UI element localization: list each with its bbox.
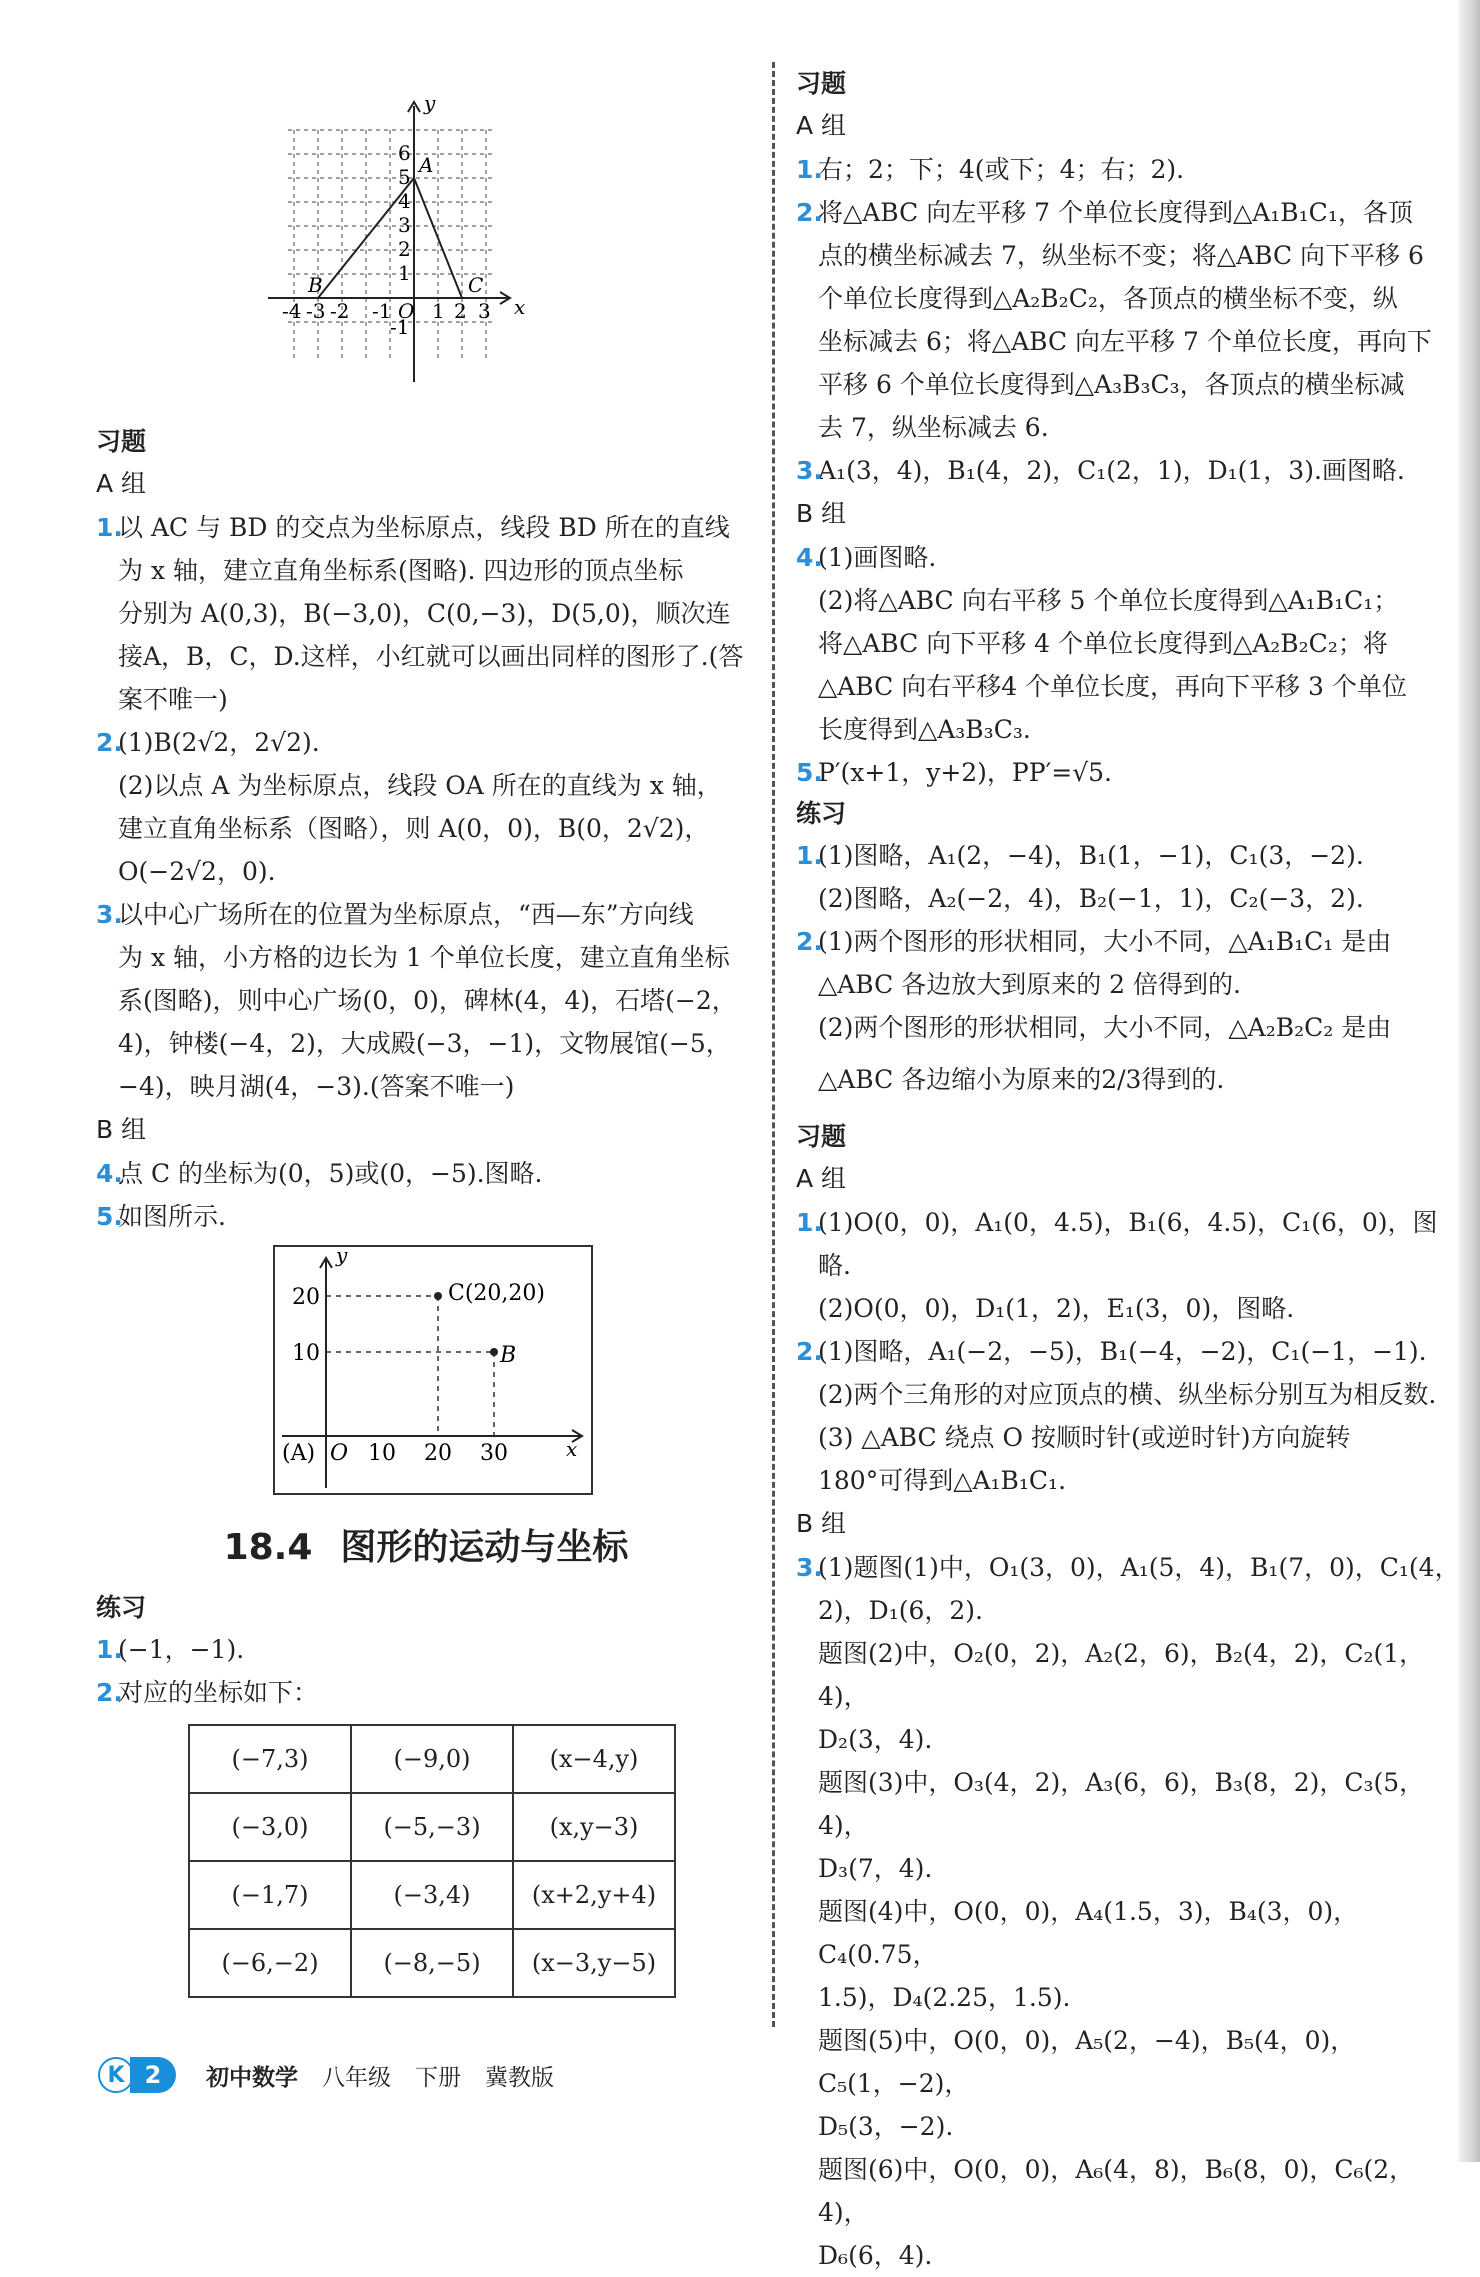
group-a-label: A 组 bbox=[96, 469, 147, 498]
item-number: 1. bbox=[796, 1208, 823, 1237]
answer-item bbox=[796, 191, 1460, 449]
item-number: 4. bbox=[796, 543, 823, 572]
answer-line: 长度得到△A₃B₃C₃. bbox=[818, 715, 1031, 744]
answer-line: 以 AC 与 BD 的交点为坐标原点，线段 BD 所在的直线 bbox=[118, 513, 730, 542]
answer-line: 1.5)，D₄(2.25，1.5). bbox=[818, 1983, 1071, 2012]
point-b-label: B bbox=[308, 273, 323, 297]
answer-line: 题图(2)中，O₂(0，2)，A₂(2，6)，B₂(4，2)，C₂(1，4)， bbox=[818, 1639, 1425, 1711]
item-number: 1. bbox=[796, 155, 823, 184]
answer-item bbox=[796, 751, 1460, 794]
answer-line: (2)将△ABC 向右平移 5 个单位长度得到△A₁B₁C₁； bbox=[818, 586, 1399, 615]
answer-line: 题图(4)中，O(0，0)，A₄(1.5，3)，B₄(3，0)，C₄(0.75， bbox=[818, 1897, 1359, 1969]
y-tick-label: 5 bbox=[398, 165, 411, 189]
answer-item bbox=[796, 1546, 1460, 2277]
answer-item bbox=[796, 148, 1460, 191]
item-number: 2. bbox=[796, 1337, 823, 1366]
answer-item bbox=[796, 449, 1460, 492]
answer-line: (−1，−1). bbox=[118, 1635, 245, 1664]
answer-line: (2)以点 A 为坐标原点，线段 OA 所在的直线为 x 轴， bbox=[118, 771, 722, 800]
answer-line: (1)题图(1)中，O₁(3，0)，A₁(5，4)，B₁(7，0)，C₁(4， bbox=[818, 1553, 1460, 1582]
answer-line: 180°可得到△A₁B₁C₁. bbox=[818, 1466, 1067, 1495]
left-column bbox=[96, 62, 756, 1998]
points-chart-svg bbox=[96, 1238, 756, 1508]
section-number: 18.4 bbox=[223, 1527, 313, 1568]
triangle-grid-svg bbox=[96, 62, 756, 422]
table-cell: (−6,−2) bbox=[189, 1929, 351, 1997]
page-number: 2 bbox=[130, 2057, 176, 2093]
item-number: 3. bbox=[796, 1553, 823, 1582]
answer-line: 以中心广场所在的位置为坐标原点，“西—东”方向线 bbox=[118, 900, 694, 929]
answer-line: 个单位长度得到△A₂B₂C₂，各顶点的横坐标不变，纵 bbox=[818, 284, 1398, 313]
item-number: 1. bbox=[96, 1635, 123, 1664]
answer-line: 分别为 A(0,3)，B(−3,0)，C(0,−3)，D(5,0)，顺次连 bbox=[118, 599, 731, 628]
answer-item bbox=[796, 536, 1460, 751]
item-number: 1. bbox=[796, 841, 823, 870]
answer-line: 系(图略)，则中心广场(0，0)，碑林(4，4)，石塔(−2， bbox=[118, 986, 737, 1015]
answer-line: 右；2；下；4(或下；4；右；2). bbox=[818, 155, 1185, 184]
answer-line: 为 x 轴，建立直角坐标系(图略). 四边形的顶点坐标 bbox=[118, 556, 684, 585]
x-tick-label: 10 bbox=[368, 1441, 396, 1466]
column-divider bbox=[772, 62, 775, 2027]
section-name: 图形的运动与坐标 bbox=[340, 1527, 629, 1568]
exercise-heading: 习题 bbox=[96, 427, 147, 456]
y-tick-label: 20 bbox=[292, 1285, 320, 1310]
section-title bbox=[96, 1508, 756, 1588]
answer-line: (2)图略，A₂(−2，4)，B₂(−1，1)，C₂(−3，2). bbox=[818, 884, 1364, 913]
point-c-label: C bbox=[468, 273, 484, 297]
answer-line: △ABC 各边放大到原来的 2 倍得到的. bbox=[818, 970, 1241, 999]
answer-item bbox=[96, 893, 756, 1108]
y-tick-label: 1 bbox=[398, 261, 411, 285]
answer-line: 建立直角坐标系（图略），则 A(0，0)，B(0，2√2)， bbox=[118, 814, 710, 843]
answer-line: (2)O(0，0)，D₁(1，2)，E₁(3，0)，图略. bbox=[818, 1294, 1295, 1323]
answer-line: 对应的坐标如下： bbox=[118, 1678, 319, 1707]
answer-line: −4)，映月湖(4，−3).(答案不唯一) bbox=[118, 1072, 515, 1101]
footer-volume: 下册 bbox=[415, 2064, 461, 2091]
point-a-label: A bbox=[419, 153, 434, 177]
exercise-heading: 习题 bbox=[796, 1122, 847, 1151]
item-number: 2. bbox=[96, 1678, 123, 1707]
y-axis-label: y bbox=[336, 1243, 348, 1267]
answer-line: 坐标减去 6；将△ABC 向左平移 7 个单位长度，再向下 bbox=[818, 327, 1432, 356]
x-tick-label: 1 bbox=[432, 299, 445, 323]
answer-line: (1)B(2√2，2√2). bbox=[118, 728, 320, 757]
item-number: 2. bbox=[796, 198, 823, 227]
answer-line: 题图(3)中，O₃(4，2)，A₃(6，6)，B₃(8，2)，C₃(5，4)， bbox=[818, 1768, 1425, 1840]
table-cell: (x−4,y) bbox=[513, 1725, 675, 1793]
answer-line: D₅(3，−2). bbox=[818, 2112, 954, 2141]
answer-item bbox=[96, 1628, 756, 1671]
table-cell: (x−3,y−5) bbox=[513, 1929, 675, 1997]
table-cell: (−3,4) bbox=[351, 1861, 513, 1929]
y-tick-label: 4 bbox=[398, 189, 411, 213]
footer-subject: 初中数学 bbox=[206, 2064, 298, 2091]
table-cell: (x,y−3) bbox=[513, 1793, 675, 1861]
practice-heading: 练习 bbox=[796, 799, 847, 828]
x-tick-label: 2 bbox=[454, 299, 467, 323]
answer-line: D₆(6，4). bbox=[818, 2241, 933, 2270]
answer-line: A₁(3，4)，B₁(4，2)，C₁(2，1)，D₁(1，3).画图略. bbox=[818, 456, 1405, 485]
table-cell: (−7,3) bbox=[189, 1725, 351, 1793]
x-tick-label: -1 bbox=[372, 299, 392, 323]
x-tick-label: (A) bbox=[282, 1441, 316, 1466]
x-tick-label: -2 bbox=[330, 299, 350, 323]
x-tick-label: 3 bbox=[478, 299, 491, 323]
group-a-label: A 组 bbox=[796, 111, 847, 140]
answer-line: (1)图略，A₁(−2，−5)，B₁(−4，−2)，C₁(−1，−1). bbox=[818, 1337, 1427, 1366]
answer-line: D₂(3，4). bbox=[818, 1725, 933, 1754]
x-axis-label: x bbox=[566, 1437, 578, 1461]
answer-line: (2)两个图形的形状相同，大小不同，△A₂B₂C₂ 是由 bbox=[818, 1013, 1392, 1042]
page-footer bbox=[98, 2052, 554, 2098]
group-b-label: B 组 bbox=[96, 1115, 147, 1144]
x-axis-label: x bbox=[514, 295, 526, 319]
right-column bbox=[796, 64, 1460, 2277]
answer-line: 点的横坐标减去 7，纵坐标不变；将△ABC 向下平移 6 bbox=[818, 241, 1424, 270]
answer-line: (3) △ABC 绕点 O 按顺时针(或逆时针)方向旋转 bbox=[818, 1423, 1351, 1452]
practice-heading: 练习 bbox=[96, 1593, 147, 1622]
item-number: 4. bbox=[96, 1159, 123, 1188]
table-row bbox=[189, 1793, 675, 1861]
point-b-label: B bbox=[500, 1343, 517, 1368]
answer-line: 去 7，纵坐标减去 6. bbox=[818, 413, 1049, 442]
table-row bbox=[189, 1725, 675, 1793]
answer-line: (1)两个图形的形状相同，大小不同，△A₁B₁C₁ 是由 bbox=[818, 927, 1392, 956]
table-row bbox=[189, 1929, 675, 1997]
answer-line: 如图所示. bbox=[118, 1202, 226, 1231]
answer-item bbox=[796, 920, 1460, 1111]
table-row bbox=[189, 1861, 675, 1929]
page-edge bbox=[1458, 0, 1480, 2162]
answer-line: O(−2√2，0). bbox=[118, 857, 276, 886]
answer-line: D₃(7，4). bbox=[818, 1854, 933, 1883]
answer-line: (1)图略，A₁(2，−4)，B₁(1，−1)，C₁(3，−2). bbox=[818, 841, 1364, 870]
y-tick-label: 2 bbox=[398, 237, 411, 261]
answer-item bbox=[96, 721, 756, 893]
figure-points-chart bbox=[96, 1238, 756, 1508]
group-b-label: B 组 bbox=[796, 1509, 847, 1538]
exercise-heading: 习题 bbox=[796, 69, 847, 98]
footer-grade: 八年级 bbox=[322, 2064, 391, 2091]
x-tick-label: 30 bbox=[480, 1441, 508, 1466]
answer-line: 题图(6)中，O(0，0)，A₆(4，8)，B₆(8，0)，C₆(2，4)， bbox=[818, 2155, 1415, 2227]
x-tick-label: -3 bbox=[306, 299, 326, 323]
answer-item bbox=[96, 1152, 756, 1195]
answer-item bbox=[96, 506, 756, 721]
answer-line: 接A，B，C，D.这样，小红就可以画出同样的图形了.(答 bbox=[118, 642, 744, 671]
y-tick-label: -1 bbox=[390, 315, 410, 339]
origin-label: O bbox=[398, 299, 415, 323]
item-number: 5. bbox=[796, 758, 823, 787]
answer-line: P′(x+1，y+2)，PP′=√5. bbox=[818, 758, 1112, 787]
answer-item bbox=[796, 1201, 1460, 1330]
point-c-label: C(20,20) bbox=[448, 1281, 545, 1306]
item-number: 3. bbox=[96, 900, 123, 929]
y-tick-label: 3 bbox=[398, 213, 411, 237]
answer-line: △ABC 向右平移4 个单位长度，再向下平移 3 个单位 bbox=[818, 672, 1407, 701]
item-number: 1. bbox=[96, 513, 123, 542]
answer-line: 4)，钟楼(−4，2)，大成殿(−3，−1)，文物展馆(−5， bbox=[118, 1029, 731, 1058]
y-tick-label: 6 bbox=[398, 141, 411, 165]
y-tick-label: 10 bbox=[292, 1341, 320, 1366]
answer-line: (1)O(0，0)，A₁(0，4.5)，B₁(6，4.5)，C₁(6，0)，图略. bbox=[818, 1208, 1438, 1280]
table-cell: (−9,0) bbox=[351, 1725, 513, 1793]
group-b-label: B 组 bbox=[796, 499, 847, 528]
table-cell: (x+2,y+4) bbox=[513, 1861, 675, 1929]
answer-line: 案不唯一) bbox=[118, 685, 228, 714]
footer-edition: 冀教版 bbox=[485, 2064, 554, 2091]
answer-item bbox=[796, 834, 1460, 920]
answer-line: 将△ABC 向左平移 7 个单位长度得到△A₁B₁C₁，各顶 bbox=[818, 198, 1413, 227]
table-cell: (−8,−5) bbox=[351, 1929, 513, 1997]
answer-line: 平移 6 个单位长度得到△A₃B₃C₃，各顶点的横坐标减 bbox=[818, 370, 1405, 399]
x-tick-label: 20 bbox=[424, 1441, 452, 1466]
answer-line: 点 C 的坐标为(0，5)或(0，−5).图略. bbox=[118, 1159, 543, 1188]
item-number: 2. bbox=[796, 927, 823, 956]
answer-line: (1)画图略. bbox=[818, 543, 937, 572]
item-number: 5. bbox=[96, 1202, 123, 1231]
answer-line: 为 x 轴，小方格的边长为 1 个单位长度，建立直角坐标 bbox=[118, 943, 730, 972]
answer-line: 题图(5)中，O(0，0)，A₅(2，−4)，B₅(4，0)，C₅(1，−2)， bbox=[818, 2026, 1356, 2098]
table-cell: (−5,−3) bbox=[351, 1793, 513, 1861]
coordinate-table bbox=[188, 1724, 676, 1998]
answer-line: (2)两个三角形的对应顶点的横、纵坐标分别互为相反数. bbox=[818, 1380, 1437, 1409]
item-number: 2. bbox=[96, 728, 123, 757]
answer-item bbox=[796, 1330, 1460, 1502]
figure-triangle-grid bbox=[96, 62, 756, 422]
table-cell: (−1,7) bbox=[189, 1861, 351, 1929]
origin-label: O bbox=[330, 1441, 349, 1466]
answer-item bbox=[96, 1671, 756, 1714]
k-badge-icon: K bbox=[98, 2057, 134, 2093]
answer-line: 将△ABC 向下平移 4 个单位长度得到△A₂B₂C₂；将 bbox=[818, 629, 1388, 658]
table-cell: (−3,0) bbox=[189, 1793, 351, 1861]
answer-item bbox=[96, 1195, 756, 1238]
y-axis-label: y bbox=[424, 91, 436, 115]
item-number: 3. bbox=[796, 456, 823, 485]
x-tick-label: -4 bbox=[282, 299, 302, 323]
answer-line: △ABC 各边缩小为原来的2/3得到的. bbox=[818, 1065, 1225, 1094]
answer-line: 2)，D₁(6，2). bbox=[818, 1596, 983, 1625]
group-a-label: A 组 bbox=[796, 1164, 847, 1193]
